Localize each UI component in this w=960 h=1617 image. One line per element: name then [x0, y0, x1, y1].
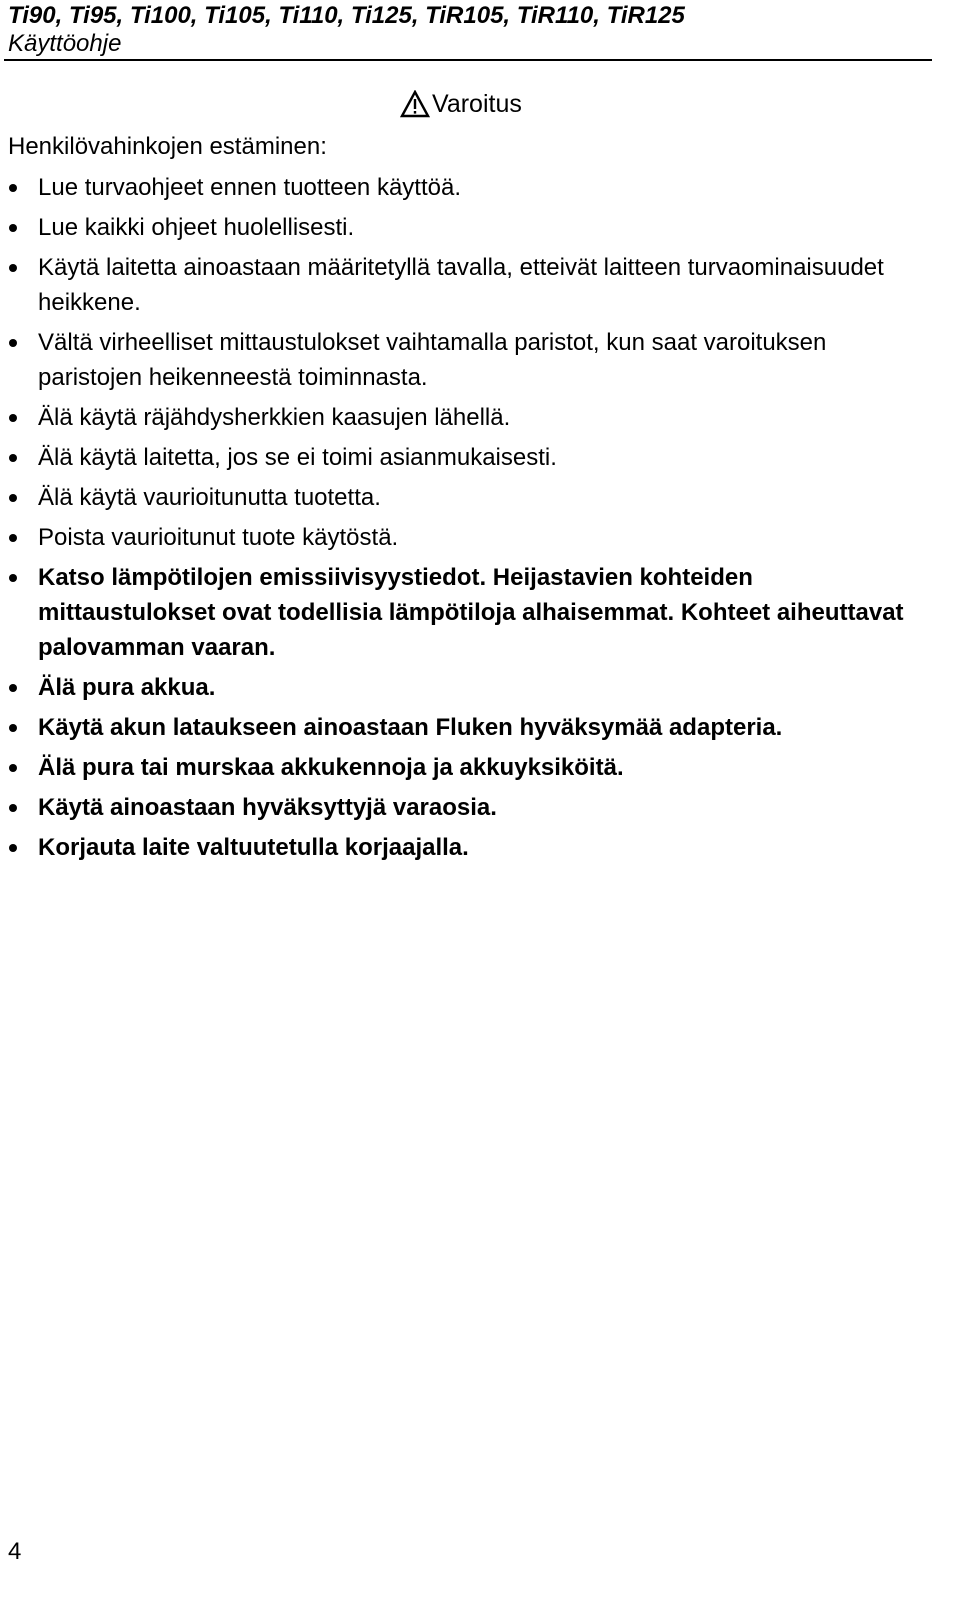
page-number: 4 [8, 1538, 22, 1565]
list-item: Älä käytä laitetta, jos se ei toimi asianmukaisesti. [8, 440, 908, 475]
manual-subtitle: Käyttöohje [8, 30, 122, 57]
model-list-title: Ti90, Ti95, Ti100, Ti105, Ti110, Ti125, TiR105, TiR110, TiR125 [8, 2, 685, 29]
list-item: Älä käytä räjähdysherkkien kaasujen lähellä. [8, 400, 908, 435]
list-item: Lue turvaohjeet ennen tuotteen käyttöä. [8, 170, 908, 205]
list-item: Poista vaurioitunut tuote käytöstä. [8, 520, 908, 555]
list-item: Lue kaikki ohjeet huolellisesti. [8, 210, 908, 245]
list-item: Älä pura akkua. [8, 670, 908, 705]
warning-intro: Henkilövahinkojen estäminen: [8, 133, 327, 160]
list-item: Käytä laitetta ainoastaan määritetyllä tavalla, etteivät laitteen turvaominaisuudet heikkene. [8, 250, 908, 320]
page-header [8, 0, 932, 58]
list-item: Korjauta laite valtuutetulla korjaajalla. [8, 830, 908, 865]
list-item: Käytä akun lataukseen ainoastaan Fluken hyväksymää adapteria. [8, 710, 908, 745]
warning-title: Varoitus [432, 89, 522, 118]
list-item: Katso lämpötilojen emissiivisyystiedot. Heijastavien kohteiden mittaustulokset ovat todellisia lämpötiloja alhaisemmat. Kohteet aiheuttavat palovamman vaaran. [8, 560, 908, 665]
warning-heading [400, 88, 522, 120]
list-item: Älä pura tai murskaa akkukennoja ja akkuyksiköitä. [8, 750, 908, 785]
header-divider [4, 59, 932, 61]
list-item: Käytä ainoastaan hyväksyttyjä varaosia. [8, 790, 908, 825]
warning-triangle-icon [400, 90, 430, 118]
list-item: Vältä virheelliset mittaustulokset vaihtamalla paristot, kun saat varoituksen paristojen heikenneestä toiminnasta. [8, 325, 908, 395]
warning-list [8, 170, 908, 870]
list-item: Älä käytä vaurioitunutta tuotetta. [8, 480, 908, 515]
